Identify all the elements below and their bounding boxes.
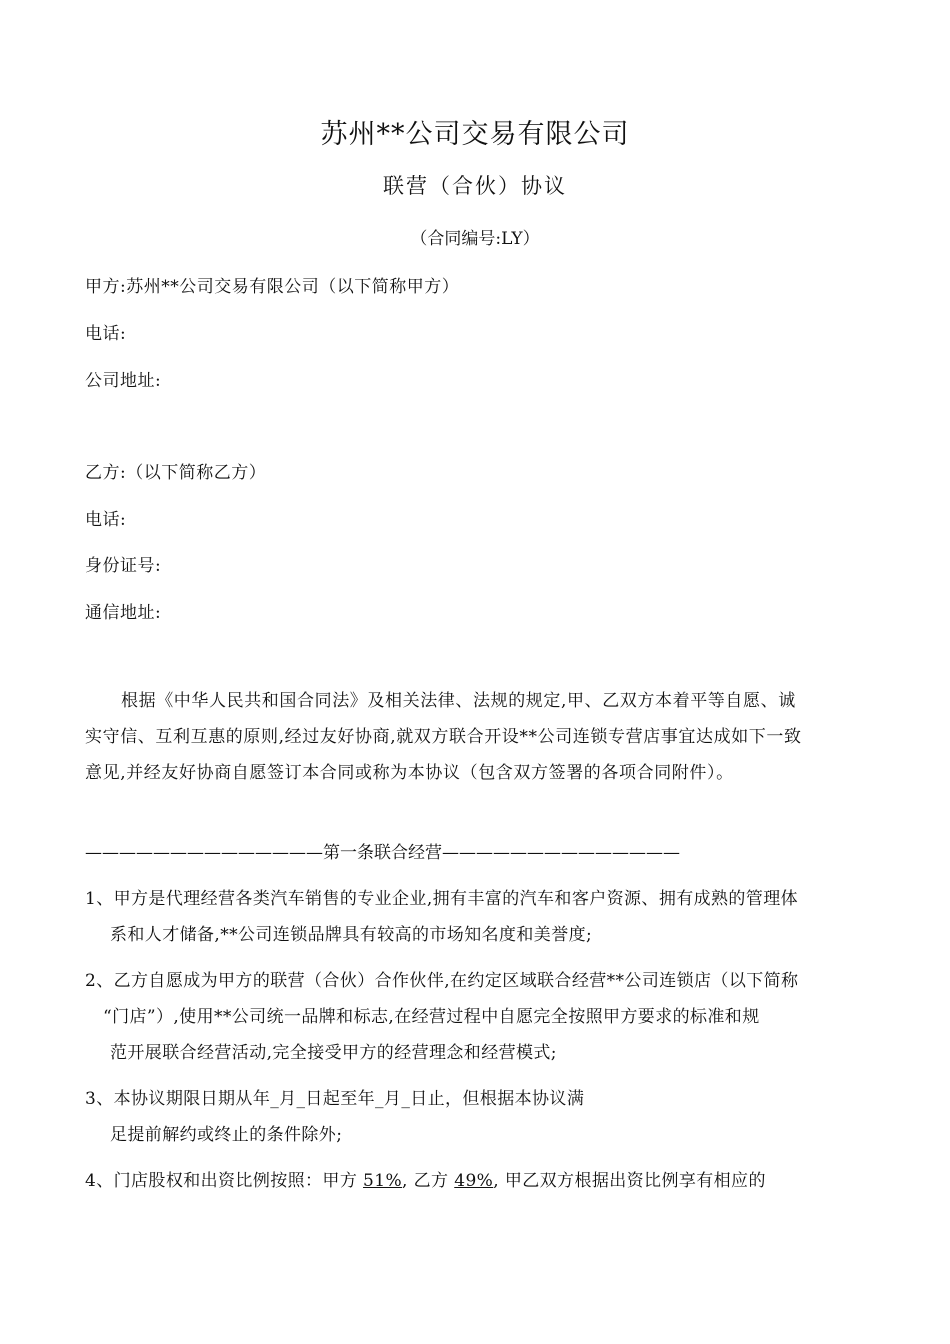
clause-line: 足提前解约或终止的条件除外; [110, 1125, 343, 1145]
clause-line: “门店”）,使用**公司统一品牌和标志,在经营过程中自愿完全按照甲方要求的标准和规 [103, 1007, 760, 1027]
contract-number: （合同编号:LY） [410, 229, 540, 249]
party-b-address-label: 通信地址: [85, 603, 162, 623]
clause-text: , 甲乙双方根据出资比例享有相应的 [493, 1171, 766, 1191]
party-b-share: 49% [454, 1171, 494, 1191]
party-a-name: 甲方:苏州**公司交易有限公司（以下简称甲方） [85, 277, 460, 297]
clause-item-1 [85, 881, 885, 953]
party-b-phone-label: 电话: [85, 510, 127, 530]
clause-item-4 [85, 1163, 885, 1199]
clause-text: 4、门店股权和出资比例按照：甲方 [85, 1171, 364, 1191]
party-a-phone-label: 电话: [85, 324, 127, 344]
clause-line: 3、本协议期限日期从年_月_日起至年_月_日止，但根据本协议满 [85, 1089, 585, 1109]
document-subtitle: 联营（合伙）协议 [383, 174, 567, 198]
party-b-id-label: 身份证号: [85, 556, 162, 576]
preamble-line: 实守信、互利互惠的原则,经过友好协商,就双方联合开设**公司连锁专营店事宜达成如下一致 [85, 727, 802, 747]
preamble-line: 意见,并经友好协商自愿签订本合同或称为本协议（包含双方签署的各项合同附件）。 [85, 763, 734, 783]
clause-item-3 [85, 1081, 885, 1153]
document-title: 苏州**公司交易有限公司 [320, 119, 630, 150]
preamble-paragraph [85, 683, 885, 791]
clause-line: 范开展联合经营活动,完全接受甲方的经营理念和经营模式; [110, 1043, 557, 1063]
party-a-share: 51% [363, 1171, 403, 1191]
clause-line: 1、甲方是代理经营各类汽车销售的专业企业,拥有丰富的汽车和客户资源、拥有成熟的管理体 [85, 889, 799, 909]
section-heading: ——————————————第一条联合经营—————————————— [85, 843, 680, 863]
clause-line: 系和人才储备,**公司连锁品牌具有较高的市场知名度和美誉度; [110, 925, 593, 945]
preamble-line: 根据《中华人民共和国合同法》及相关法律、法规的规定,甲、乙双方本着平等自愿、诚 [121, 691, 796, 711]
clause-text: , 乙方 [402, 1171, 455, 1191]
party-b-name: 乙方:（以下简称乙方） [85, 463, 267, 483]
party-a-address-label: 公司地址: [85, 371, 162, 391]
clause-line [85, 1163, 885, 1199]
clause-item-2 [85, 963, 885, 1071]
clause-line: 2、乙方自愿成为甲方的联营（合伙）合作伙伴,在约定区域联合经营**公司连锁店（以下简称 [85, 971, 799, 991]
